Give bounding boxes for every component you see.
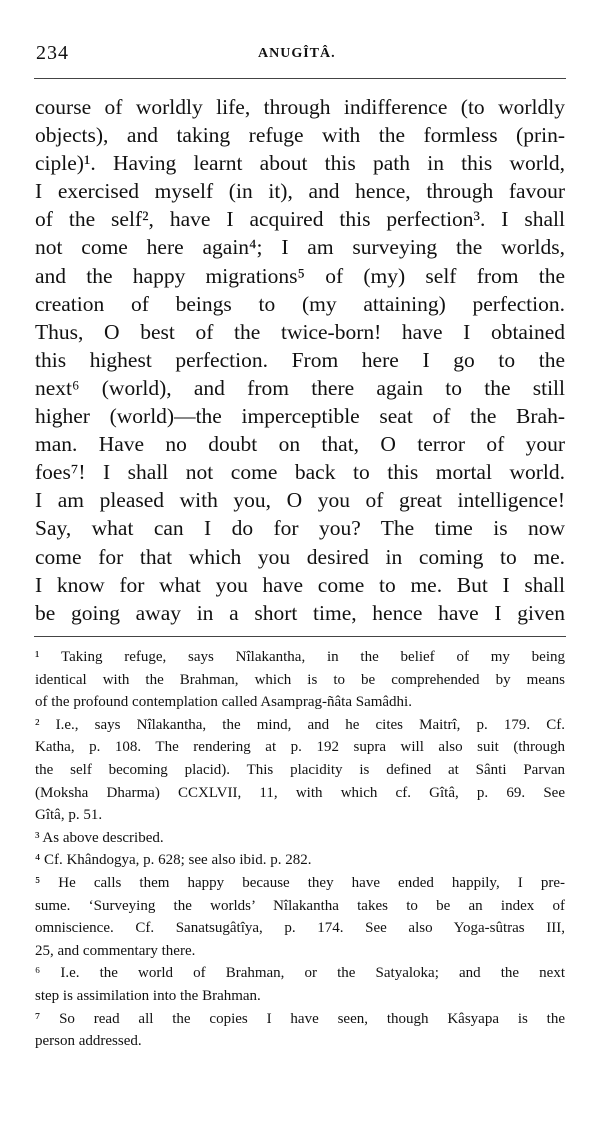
page-header — [36, 42, 568, 72]
body-line: foes⁷! I shall not come back to this mortal world. — [35, 460, 565, 485]
body-line: I exercised myself (in it), and hence, through favour — [35, 179, 565, 204]
footnote-line: ⁷ So read all the copies I have seen, though Kâsyapa is the — [35, 1010, 565, 1027]
body-line: higher (world)—the imperceptible seat of the Brah- — [35, 404, 565, 429]
body-line: and the happy migrations⁵ of (my) self from the — [35, 263, 565, 288]
body-line: I am pleased with you, O you of great intelligence! — [35, 488, 565, 513]
body-line: not come here again⁴; I am surveying the worlds, — [35, 235, 565, 260]
footnotes — [35, 646, 565, 1053]
footnote-line: omniscience. Cf. Sanatsugâtîya, p. 174. See also Yoga-sûtras III, — [35, 920, 565, 937]
page-number: 234 — [36, 42, 69, 64]
footnote-line: Gîtâ, p. 51. — [35, 807, 103, 824]
footnote-line: (Moksha Dharma) CCXLVII, 11, with which cf. Gîtâ, p. 69. See — [35, 784, 565, 801]
header-rule — [34, 78, 566, 79]
body-line: creation of beings to (my attaining) perfection. — [35, 291, 565, 316]
footnote-line: Katha, p. 108. The rendering at p. 192 supra will also suit (through — [35, 739, 565, 756]
footnote-line: ⁴ Cf. Khândogya, p. 628; see also ibid. p. 282. — [35, 852, 312, 869]
running-head: ANUGÎTÂ. — [258, 46, 336, 61]
footnote-rule — [34, 636, 566, 637]
body-line: ciple)¹. Having learnt about this path in this world, — [35, 151, 565, 176]
body-line: objects), and taking refuge with the formless (prin- — [35, 123, 565, 148]
body-line: be going away in a short time, hence have I given — [35, 600, 565, 625]
footnote-line: sume. ‘Surveying the worlds’ Nîlakantha takes to be an index of — [35, 897, 565, 914]
body-line: Say, what can I do for you? The time is now — [35, 516, 565, 541]
body-line: I know for what you have come to me. But I shall — [35, 572, 565, 597]
footnote-line: ⁵ He calls them happy because they have ended happily, I pre- — [35, 874, 565, 891]
footnote-line: 25, and commentary there. — [35, 942, 196, 959]
footnote-line: identical with the Brahman, which is to be comprehended by means — [35, 671, 565, 688]
body-line: Thus, O best of the twice-born! have I obtained — [35, 319, 565, 344]
footnote-line: ¹ Taking refuge, says Nîlakantha, in the belief of my being — [35, 649, 565, 665]
body-line: course of worldly life, through indifference (to worldly — [35, 95, 565, 119]
footnote-line: person addressed. — [35, 1033, 142, 1050]
footnote-line: ³ As above described. — [35, 829, 164, 846]
body-line: next⁶ (world), and from there again to the still — [35, 375, 565, 400]
body-line: come for that which you desired in coming to me. — [35, 544, 565, 569]
main-text — [35, 93, 565, 627]
footnote-line: the self becoming placid). This placidity is defined at Sânti Parvan — [35, 761, 565, 778]
footnote-line: of the profound contemplation called Asamprag-ñâta Samâdhi. — [35, 694, 412, 711]
body-line: of the self², have I acquired this perfection³. I shall — [35, 207, 565, 232]
footnote-line: ⁶ I.e. the world of Brahman, or the Satyaloka; and the next — [35, 965, 565, 982]
footnote-line: ² I.e., says Nîlakantha, the mind, and he cites Maitrî, p. 179. Cf. — [35, 716, 565, 733]
body-line: this highest perfection. From here I go to the — [35, 347, 565, 372]
footnote-line: step is assimilation into the Brahman. — [35, 987, 261, 1004]
body-line: man. Have no doubt on that, O terror of your — [35, 432, 565, 457]
